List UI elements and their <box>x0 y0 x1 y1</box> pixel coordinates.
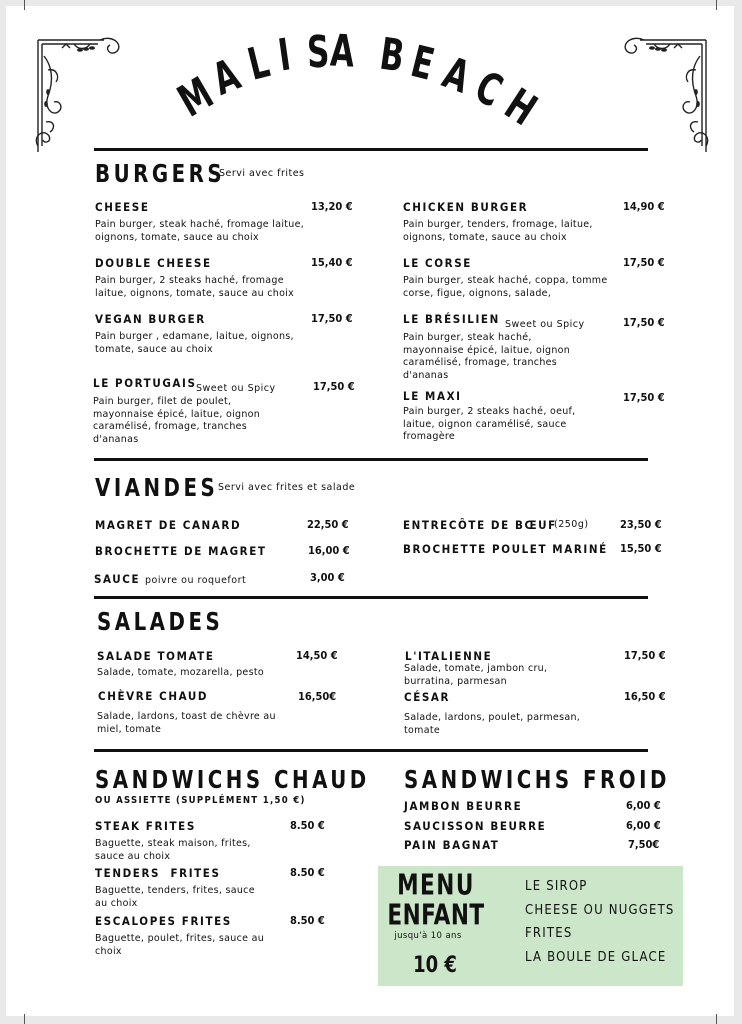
section-divider <box>94 148 648 151</box>
menu-item-price: 16,00 € <box>308 544 350 557</box>
section-divider <box>94 596 648 599</box>
menu-item-price: 8.50 € <box>290 866 325 879</box>
section-title-sandwichs-froid: SANDWICHS FROID <box>404 766 670 795</box>
menu-item-name: CHEESE <box>95 200 150 214</box>
menu-item-price: 8.50 € <box>290 914 325 927</box>
menu-item-tag: poivre ou roquefort <box>145 575 247 586</box>
menu-item-price: 17,50 € <box>623 316 665 329</box>
menu-item-price: 17,50 € <box>623 391 665 404</box>
kids-menu-items <box>525 875 675 969</box>
menu-item-name: SAUCISSON BEURRE <box>404 819 547 833</box>
menu-item-desc: Pain burger, steak haché, fromage laitue, oignons, tomate, sauce au choix <box>95 219 305 243</box>
menu-item-name: SALADE TOMATE <box>97 649 215 663</box>
section-note: Servi avec frites et salade <box>218 482 356 493</box>
title-letter: B <box>376 28 408 83</box>
title-letter: A <box>329 25 356 78</box>
menu-item-price: 3,00 € <box>310 571 345 584</box>
title-letter: I <box>275 29 294 82</box>
title-letter: A <box>436 47 477 104</box>
menu-item-desc: Salade, lardons, toast de chèvre au miel, tomate <box>97 711 276 735</box>
menu-item-tag: (250g) <box>554 519 589 530</box>
kids-menu-item: LA BOULE DE GLACE <box>525 949 667 965</box>
corner-ornament-right-icon <box>618 36 710 156</box>
section-title-salades: SALADES <box>97 608 224 637</box>
menu-item-desc: Pain burger, tenders, fromage, laitue, oignons, tomate, sauce au choix <box>403 219 593 243</box>
section-title-sandwichs-chaud: SANDWICHS CHAUD <box>95 766 370 795</box>
menu-item-price: 15,40 € <box>311 256 353 269</box>
menu-item-price: 17,50 € <box>623 256 665 269</box>
menu-item-name: JAMBON BEURRE <box>404 799 523 813</box>
menu-item-name: ENTRECÔTE DE BŒUF <box>403 518 557 532</box>
menu-item-desc: Salade, tomate, mozarella, pesto <box>97 667 264 678</box>
crop-mark <box>24 0 25 10</box>
section-divider <box>94 749 648 752</box>
menu-item-name: CHÈVRE CHAUD <box>98 689 209 703</box>
menu-item-name: BROCHETTE DE MAGRET <box>95 544 267 558</box>
menu-item-name: BROCHETTE POULET MARINÉ <box>403 542 608 556</box>
menu-item-price: 16,50€ <box>298 690 337 703</box>
menu-item-price: 7,50€ <box>628 838 660 851</box>
corner-ornament-left-icon <box>34 36 126 156</box>
kids-menu-price: 10 € <box>413 951 457 978</box>
menu-item-name: PAIN BAGNAT <box>404 838 500 852</box>
menu-item-desc: Pain burger, filet de poulet, mayonnaise épicé, laitue, oignon caramélisé, fromage, tranches d'ananas <box>93 396 261 445</box>
menu-item-desc: Pain burger, 2 steaks haché, fromage laitue, oignons, tomate, sauce au choix <box>95 275 295 299</box>
crop-mark <box>24 1014 25 1024</box>
menu-item-name: LE BRÉSILIEN <box>403 312 500 326</box>
menu-item-price: 6,00 € <box>626 819 661 832</box>
menu-item-price: 17,50 € <box>624 649 666 662</box>
kids-menu-item: LE SIROP <box>525 879 588 894</box>
title-letter: C <box>467 61 510 118</box>
crop-mark <box>716 1014 717 1024</box>
section-title-burgers: BURGERS <box>95 160 226 189</box>
menu-item-price: 14,50 € <box>296 649 338 662</box>
menu-item-desc: Salade, tomate, jambon cru, burratina, parmesan <box>404 663 548 687</box>
menu-item-name: CHICKEN BURGER <box>403 200 529 214</box>
menu-item-price: 8.50 € <box>290 819 325 832</box>
title-letter: A <box>205 49 247 106</box>
kids-menu-item: CHEESE OU NUGGETS <box>525 902 675 918</box>
kids-menu-title-line1: MENU <box>397 868 475 902</box>
kids-menu-item: FRITES <box>525 926 573 941</box>
menu-item-price: 15,50 € <box>620 542 662 555</box>
section-title-viandes: VIANDES <box>95 474 219 503</box>
menu-item-desc: Baguette, steak maison, frites, sauce au choix <box>95 838 251 862</box>
menu-item-price: 6,00 € <box>626 799 661 812</box>
menu-item-tag: Sweet ou Spicy <box>196 383 276 394</box>
menu-item-desc: Pain burger, steak haché, coppa, tomme corse, figue, oignons, salade, <box>403 275 608 299</box>
menu-item-price: 14,90 € <box>623 200 665 213</box>
menu-item-name: CÉSAR <box>404 690 451 704</box>
title-letter: H <box>495 79 546 136</box>
menu-item-desc: Salade, lardons, poulet, parmesan, tomate <box>404 712 581 736</box>
title-letter: L <box>242 36 275 91</box>
menu-item-name: STEAK FRITES <box>95 819 196 833</box>
crop-mark <box>716 0 717 10</box>
menu-item-name: ESCALOPES FRITES <box>95 914 232 928</box>
menu-item-price: 13,20 € <box>311 200 353 213</box>
menu-item-desc: Pain burger , edamane, laitue, oignons, tomate, sauce au choix <box>95 331 294 355</box>
menu-item-tag: Sweet ou Spicy <box>505 319 585 330</box>
section-note: OU ASSIETTE (SUPPLÉMENT 1,50 €) <box>95 795 306 806</box>
section-divider <box>94 458 648 461</box>
menu-item-name: L'ITALIENNE <box>405 649 493 663</box>
menu-item-price: 16,50 € <box>624 690 666 703</box>
menu-item-price: 22,50 € <box>307 518 349 531</box>
menu-item-name: VEGAN BURGER <box>95 312 206 326</box>
menu-page <box>6 6 734 1016</box>
menu-item-price: 17,50 € <box>313 380 355 393</box>
menu-item-desc: Baguette, tenders, frites, sauce au choix <box>95 885 255 909</box>
menu-item-desc: Pain burger, steak haché, mayonnaise épicé, laitue, oignon caramélisé, fromage, tranches d'ananas <box>403 332 571 381</box>
menu-item-price: 23,50 € <box>620 518 662 531</box>
kids-menu-title-line2: ENFANT <box>387 898 485 932</box>
menu-item-name: LE PORTUGAIS <box>93 376 197 390</box>
menu-item-desc: Baguette, poulet, frites, sauce au choix <box>95 933 265 957</box>
menu-item-name: MAGRET DE CANARD <box>95 518 242 532</box>
kids-menu-age: jusqu'à 10 ans <box>394 931 462 941</box>
title-letter: S <box>306 26 331 79</box>
menu-item-desc: Pain burger, 2 steaks haché, oeuf, laitue, oignon caramélisé, sauce fromagère <box>403 406 576 442</box>
menu-item-name: SAUCE <box>94 572 141 586</box>
menu-item-price: 17,50 € <box>311 312 353 325</box>
title-letter: E <box>406 36 439 91</box>
menu-item-name: DOUBLE CHEESE <box>95 256 212 270</box>
menu-item-name: LE CORSE <box>403 256 472 270</box>
menu-item-name: LE MAXI <box>403 389 462 403</box>
title-letter: M <box>169 67 222 128</box>
section-note: Servi avec frites <box>219 168 305 179</box>
menu-item-name: TENDERS FRITES <box>95 866 221 880</box>
